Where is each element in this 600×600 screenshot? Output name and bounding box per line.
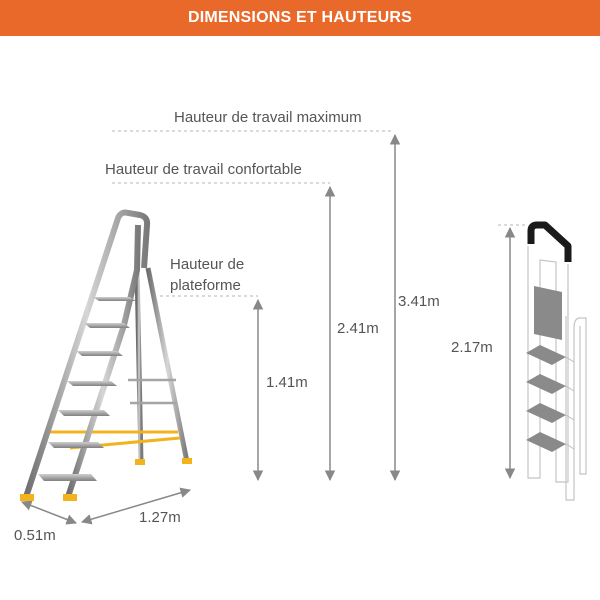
platform-height-label-line1: Hauteur de [170, 256, 245, 273]
platform-height-label-line2: plateforme [170, 277, 241, 294]
depth-arrow [82, 490, 190, 522]
banner-title: DIMENSIONS ET HAUTEURS [188, 9, 412, 26]
ladder-photo [20, 213, 192, 501]
width-value: 0.51m [14, 527, 56, 544]
comfortable-working-height-label: Hauteur de travail confortable [105, 161, 302, 178]
width-arrow [22, 502, 76, 523]
comfortable-height-value: 2.41m [337, 320, 379, 337]
ladder-diagram [526, 225, 586, 500]
platform-height-value: 1.41m [266, 374, 308, 391]
max-working-height-label: Hauteur de travail maximum [174, 109, 362, 126]
max-height-value: 3.41m [398, 293, 440, 310]
ladder-height-value: 2.17m [451, 339, 493, 356]
depth-value: 1.27m [139, 509, 181, 526]
